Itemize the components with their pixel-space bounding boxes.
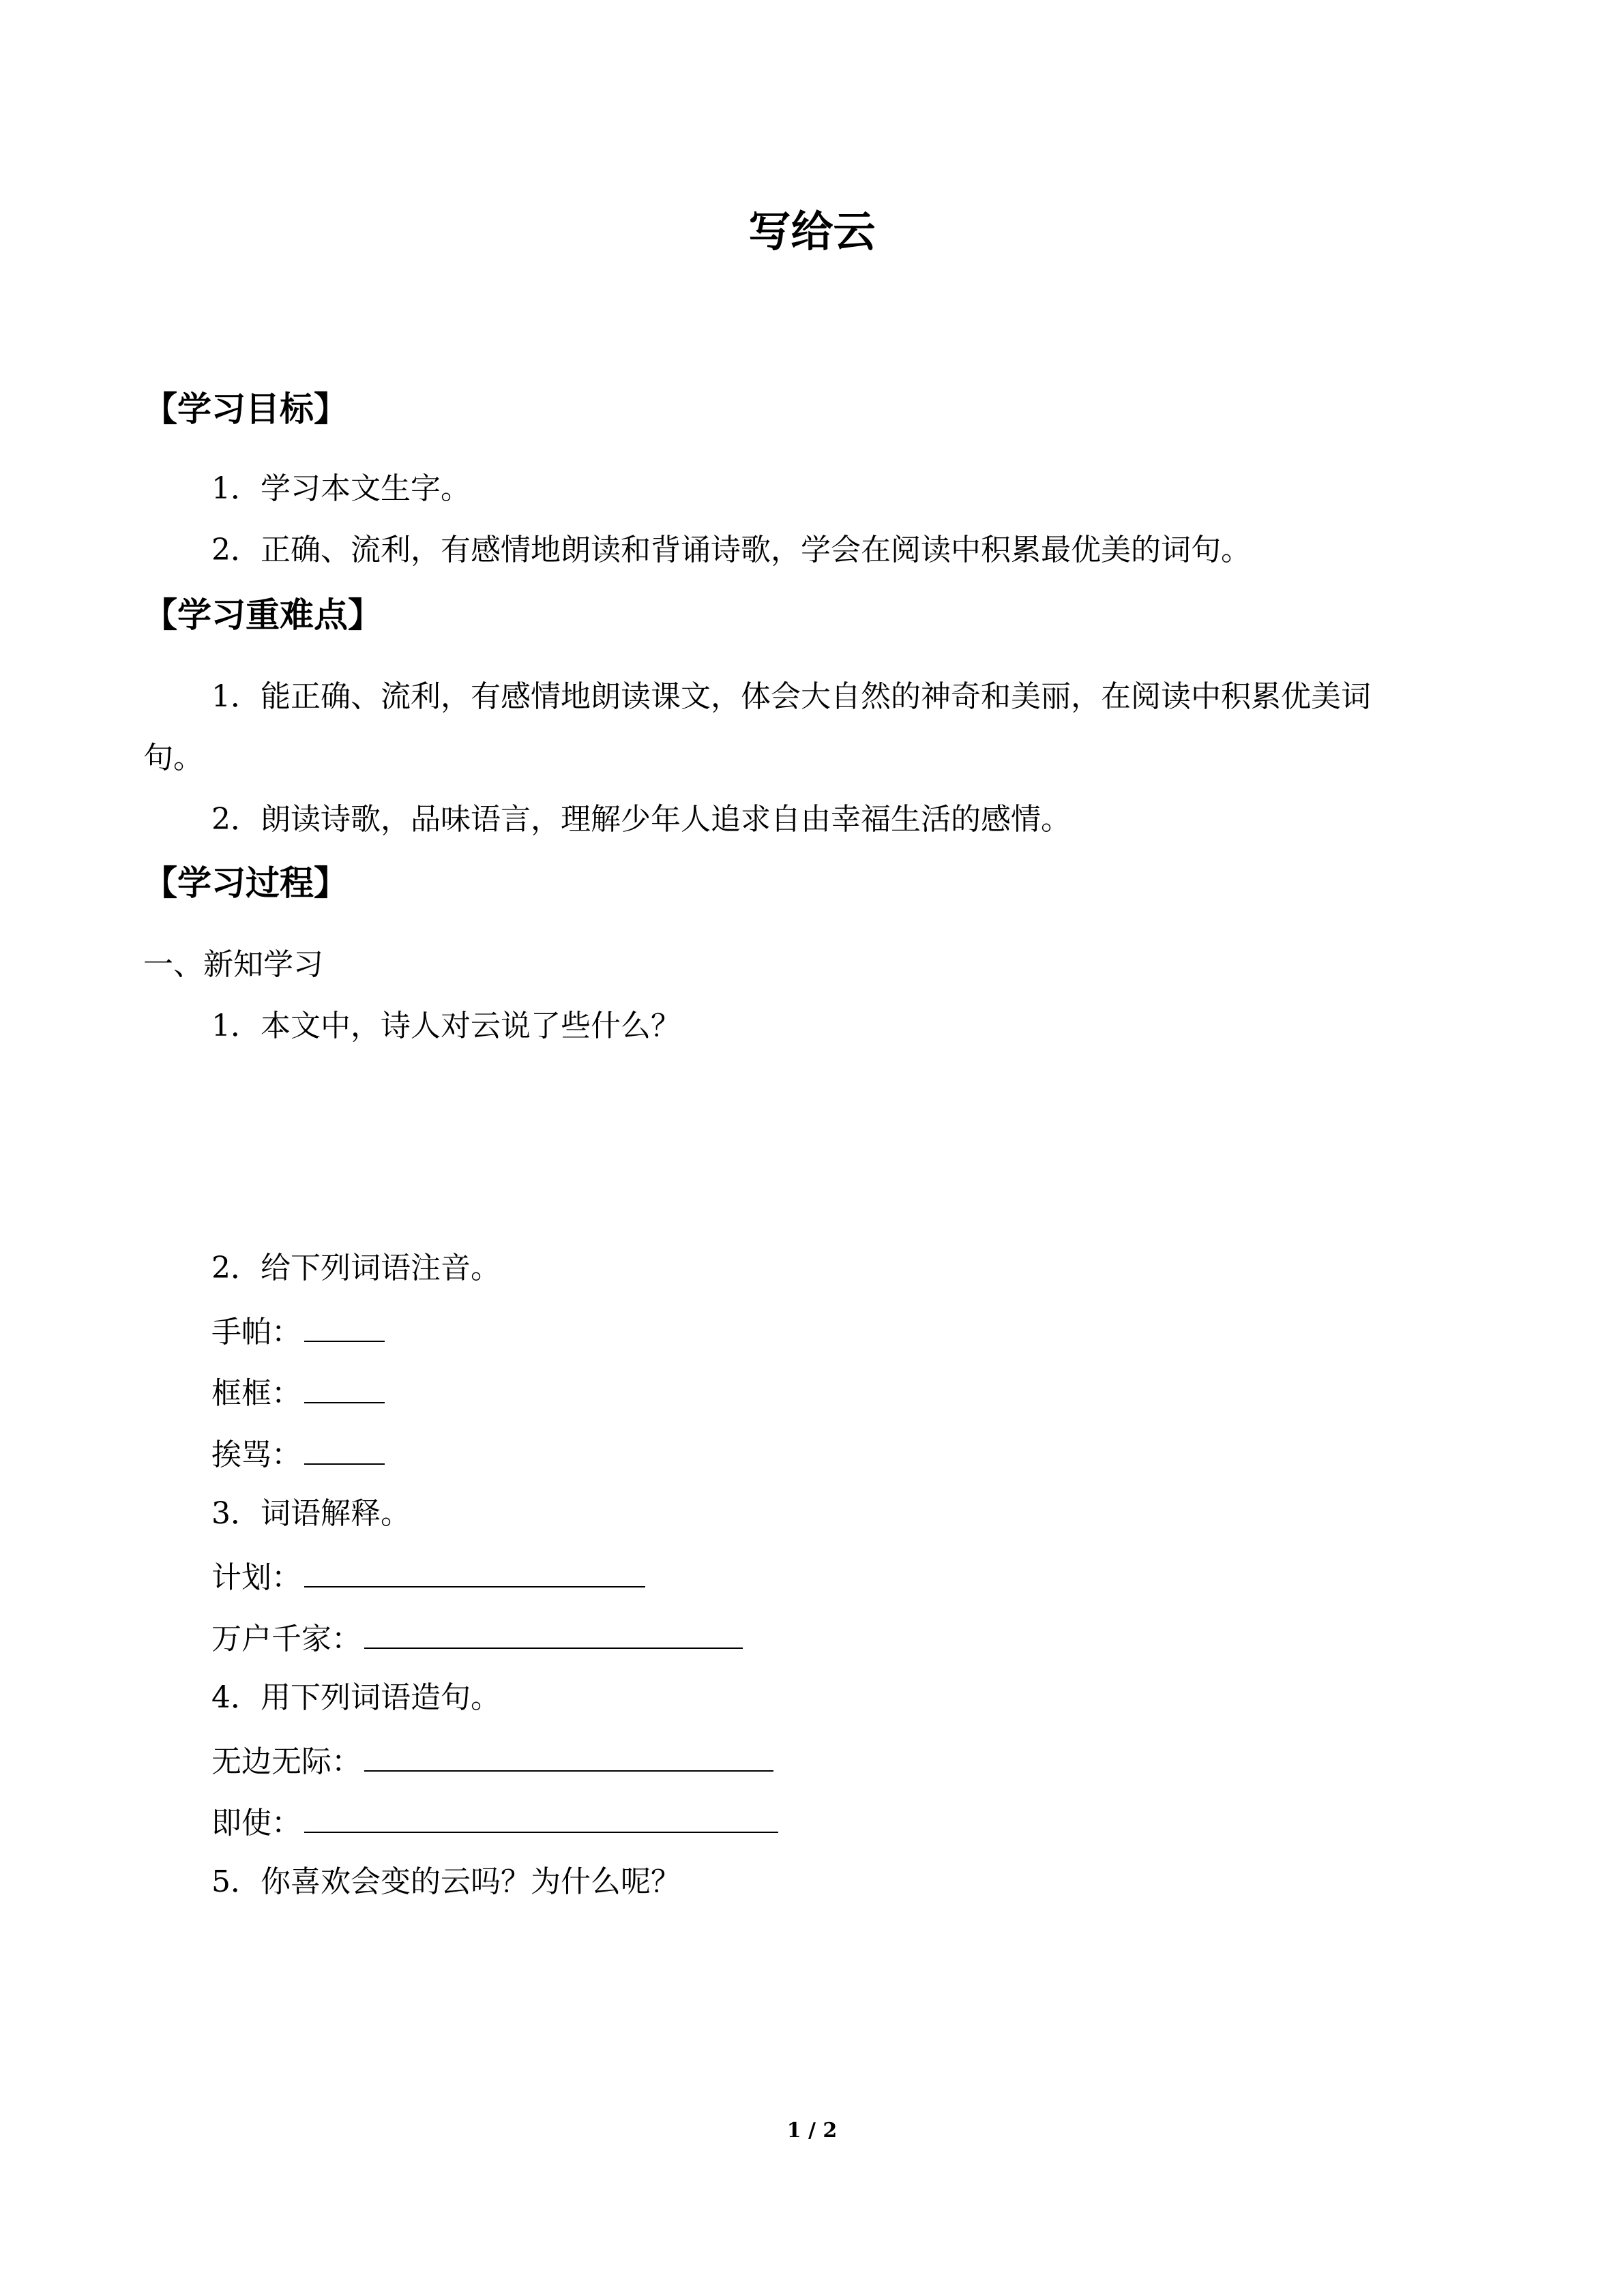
section-heading-process: 【学习过程】 bbox=[143, 863, 348, 903]
question-1: 1．本文中，诗人对云说了些什么？ bbox=[211, 1009, 681, 1043]
answer-blank[interactable] bbox=[304, 1371, 385, 1403]
q3-item-label: 万户千家： bbox=[211, 1622, 361, 1656]
answer-blank[interactable] bbox=[364, 1616, 743, 1649]
q3-item-households bbox=[211, 1616, 743, 1660]
q2-item-label: 框框： bbox=[211, 1376, 301, 1411]
section-heading-goals: 【学习目标】 bbox=[143, 389, 348, 429]
question-2: 2．给下列词语注音。 bbox=[211, 1251, 501, 1285]
question-3: 3．词语解释。 bbox=[211, 1496, 411, 1531]
q4-item-boundless bbox=[211, 1739, 773, 1783]
goal-item-2: 2．正确、流利，有感情地朗读和背诵诗歌，学会在阅读中积累最优美的词句。 bbox=[211, 533, 1251, 567]
q4-item-label: 即使： bbox=[211, 1806, 301, 1840]
answer-blank[interactable] bbox=[364, 1739, 773, 1772]
page-title: 写给云 bbox=[748, 207, 876, 256]
answer-blank[interactable] bbox=[304, 1555, 645, 1587]
process-subheading: 一、新知学习 bbox=[143, 947, 323, 982]
key-point-item-1: 1．能正确、流利，有感情地朗读课文，体会大自然的神奇和美丽，在阅读中积累优美词 bbox=[211, 679, 1371, 714]
question-5: 5．你喜欢会变的云吗？为什么呢？ bbox=[211, 1864, 681, 1899]
q3-item-label: 计划： bbox=[211, 1560, 301, 1595]
q2-item-handkerchief bbox=[211, 1309, 385, 1353]
page-indicator: 1 / 2 bbox=[786, 2119, 838, 2143]
goal-item-1: 1．学习本文生字。 bbox=[211, 471, 471, 506]
key-point-item-2: 2．朗读诗歌，品味语言，理解少年人追求自由幸福生活的感情。 bbox=[211, 802, 1071, 837]
section-heading-key-points: 【学习重难点】 bbox=[143, 595, 382, 635]
q2-item-scolded bbox=[211, 1432, 385, 1476]
q2-item-label: 挨骂： bbox=[211, 1437, 301, 1472]
q3-item-plan bbox=[211, 1555, 645, 1598]
q2-item-frame bbox=[211, 1371, 385, 1414]
answer-blank[interactable] bbox=[304, 1432, 385, 1465]
q2-item-label: 手帕： bbox=[211, 1315, 301, 1350]
q4-item-even-if bbox=[211, 1800, 778, 1844]
q4-item-label: 无边无际： bbox=[211, 1744, 361, 1779]
question-4: 4．用下列词语造句。 bbox=[211, 1680, 501, 1715]
answer-blank[interactable] bbox=[304, 1309, 385, 1342]
key-point-item-1-continued: 句。 bbox=[143, 741, 203, 775]
answer-blank[interactable] bbox=[304, 1800, 778, 1833]
